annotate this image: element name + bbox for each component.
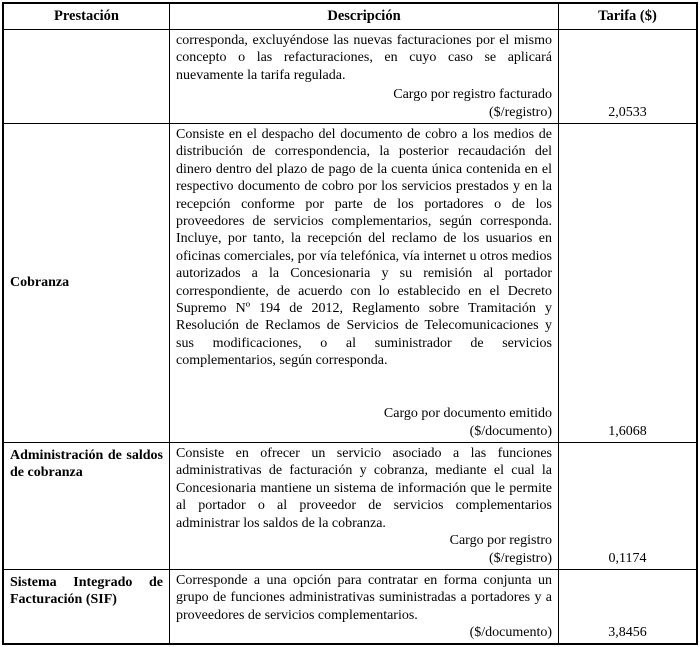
unidad-label: ($/registro)	[489, 550, 552, 566]
prestacion-label: Sistema Integrado de Facturación (SIF)	[10, 575, 163, 608]
tarifa-cell	[559, 124, 696, 442]
tarifa-value: 3,8456	[608, 624, 647, 640]
header-tarifa: Tarifa ($)	[598, 7, 657, 24]
prestacion-label: Administración de saldos de cobranza	[10, 448, 163, 481]
prestacion-label: Cobranza	[10, 275, 70, 291]
descripcion-cell	[170, 570, 559, 643]
descripcion-text: Consiste en ofrecer un servicio asociado a las funciones administrativas de facturación y cobranza, mediante el cual la Concesionaria mantiene un sistema de información que le permite al portador o al proveedor de servicios complementarios administrar los saldos de la cobranza.	[176, 446, 552, 531]
descripcion-text: Corresponde a una opción para contratar en forma conjunta un grupo de funciones administrativas suministradas a portadores y a proveedores de servicios complementarios.	[176, 573, 552, 623]
header-descripcion: Descripción	[170, 4, 559, 29]
prestacion-cell	[4, 30, 170, 123]
table-row	[4, 443, 696, 570]
descripcion-text: Consiste en el despacho del documento de cobro a los medios de distribución de correspondencia, la posterior recaudación del dinero dentro del plazo de pago de la cuenta única contenida en el respectivo documento de cobro por los servicios prestados y en la recepción conforme por parte de los portadores o de los proveedores de servicios complementarios, según corresponda. Incluye, por tanto, la recepción del reclamo de los usuarios en oficinas comerciales, por vía telefónica, vía internet u otros medios autorizados a la Concesionaria y su remisión al portador correspondiente, de acuerdo con lo establecido en el Decreto Supremo Nº 194 de 2012, Reglamento sobre Tramitación y Resolución de Reclamos de Servicios de Telecomunicaciones y sus modificaciones, o al suministrador de servicios complementarios, según corresponda.	[176, 127, 552, 369]
table-row	[4, 30, 696, 124]
header-prestacion: Prestación	[4, 4, 170, 29]
table-row	[4, 124, 696, 443]
descripcion-cell	[170, 30, 559, 123]
descripcion-cell	[170, 443, 559, 569]
cargo-block	[176, 86, 552, 121]
tarifa-cell	[559, 30, 696, 123]
tarifa-value: 2,0533	[608, 104, 647, 120]
tarifa-value: 1,6068	[608, 423, 647, 439]
descripcion-cell	[170, 124, 559, 442]
table-row	[4, 570, 696, 643]
tarifa-cell	[559, 443, 696, 569]
prestacion-cell	[4, 443, 170, 569]
table-header-row	[4, 4, 696, 30]
unidad-label: ($/documento)	[469, 423, 552, 439]
tarifa-value: 0,1174	[608, 550, 647, 566]
cargo-label: Cargo por documento emitido	[383, 406, 552, 422]
unidad-label: ($/documento)	[469, 625, 552, 641]
unidad-label: ($/registro)	[489, 104, 552, 120]
tariff-table	[2, 2, 698, 645]
prestacion-cell	[4, 124, 170, 442]
prestacion-cell	[4, 570, 170, 643]
cargo-block	[176, 532, 552, 567]
tarifa-cell	[559, 570, 696, 643]
cargo-block	[176, 624, 552, 641]
cargo-block	[176, 405, 552, 440]
cargo-label: Cargo por registro	[449, 533, 552, 549]
cargo-label: Cargo por registro facturado	[393, 87, 552, 103]
descripcion-text: corresponda, excluyéndose las nuevas facturaciones por el mismo concepto o las refacturaciones, en cuyo caso se aplicará nuevamente la tarifa regulada.	[176, 33, 552, 83]
